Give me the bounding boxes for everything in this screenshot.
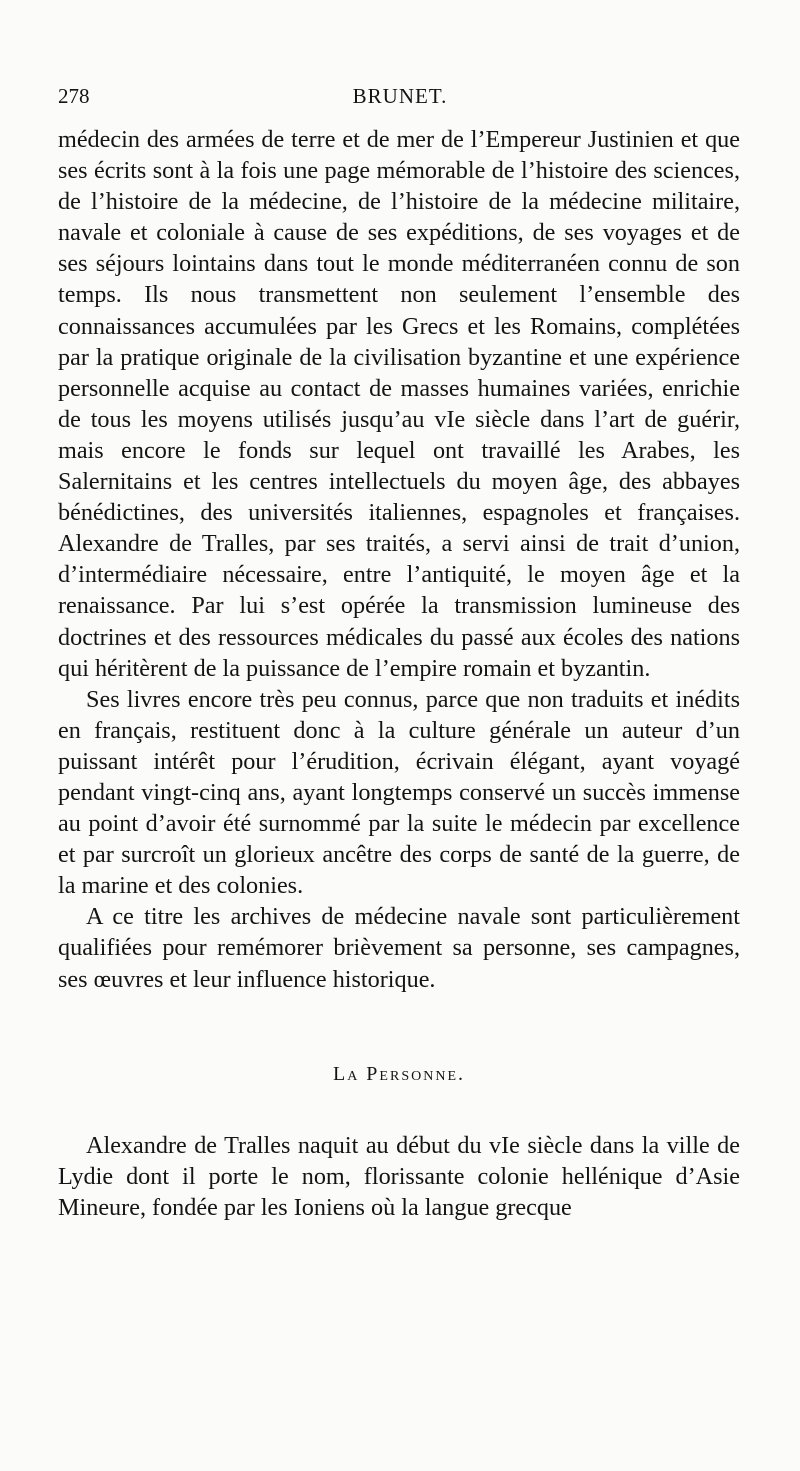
running-head [58,84,742,112]
paragraph-1: médecin des armées de terre et de mer de l’Empereur Justinien et que ses écrits sont à la fois une page mémorable de l’histoire des sciences, de l’histoire de la médecine, de l’histoire de la médecine militaire, navale et coloniale à cause de ses expéditions, de ses voyages et de ses séjours lointains dans tout le monde méditerranéen connu de son temps. Ils nous transmettent non seulement l’ensemble des connaissances accumulées par les Grecs et les Romains, complétées par la pratique originale de la civilisation byzantine et une expérience personnelle acquise au contact de masses humaines variées, enrichie de tous les moyens utilisés jusqu’au vIe siècle dans l’art de guérir, mais encore le fonds sur lequel ont travaillé les Arabes, les Salernitains et les centres intellectuels du moyen âge, des abbayes bénédictines, des universités italiennes, espagnoles et françaises. Alexandre de Tralles, par ses traités, a servi ainsi de trait d’union, d’intermédiaire nécessaire, entre l’antiquité, le moyen âge et la renaissance. Par lui s’est opérée la transmission lumineuse des doctrines et des ressources médicales du passé aux écoles des nations qui héritèrent de la puissance de l’empire romain et byzantin. [58,126,740,682]
paragraph-3: A ce titre les archives de médecine navale sont particulièrement qualifiées pour remémorer brièvement sa personne, ses campagnes, ses œuvres et leur influence historique. [58,903,740,993]
body-text [58,124,740,1223]
section-title: La Personne. [332,1062,465,1085]
running-title: BRUNET. [352,84,448,108]
page-number: 278 [58,84,90,108]
section-paragraph: Alexandre de Tralles naquit au début du vIe siècle dans la ville de Lydie dont il porte le nom, florissante colonie hellénique d’Asie Mineure, fondée par les Ioniens où la langue grecque [58,1131,740,1221]
paragraph-2: Ses livres encore très peu connus, parce que non traduits et inédits en français, restituent donc à la culture générale un auteur d’un puissant intérêt pour l’érudition, écrivain élégant, ayant voyagé pendant vingt-cinq ans, ayant longtemps conservé un succès immense au point d’avoir été surnommé par la suite le médecin par excellence et par surcroît un glorieux ancêtre des corps de santé de la guerre, de la marine et des colonies. [58,685,740,900]
